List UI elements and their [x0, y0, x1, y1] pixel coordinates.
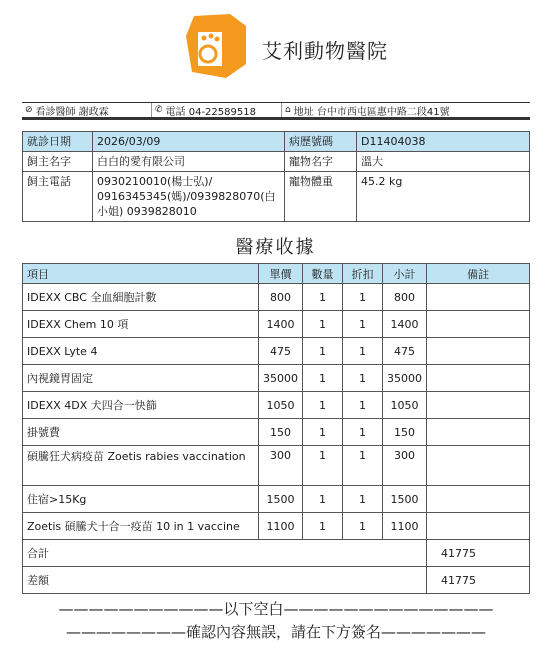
record-no-label: 病歷號碼 — [285, 132, 357, 152]
item-name: 住宿>15Kg — [23, 486, 259, 513]
paw-logo-icon — [186, 14, 248, 78]
receipt-title: 醫療收據 — [235, 237, 316, 258]
owner-name-label: 飼主名字 — [23, 152, 93, 172]
item-qty: 1 — [303, 446, 343, 486]
visit-date-label: 就診日期 — [23, 132, 93, 152]
col-price: 單價 — [259, 264, 303, 284]
item-qty: 1 — [303, 338, 343, 365]
owner-phone-label: 飼主電話 — [23, 172, 93, 222]
phone-cell — [152, 103, 282, 117]
pet-weight-label: 寵物體重 — [285, 172, 357, 222]
table-row — [23, 513, 530, 540]
owner-phone: 0930210010(楊士弘)/ 0916345345(媽)/0939828070(白小姐) 0939828010 — [93, 172, 285, 222]
table-row — [23, 311, 530, 338]
clinic-name: 艾利動物醫院 — [262, 39, 388, 63]
total-row — [23, 540, 530, 567]
record-no: D11404038 — [357, 132, 530, 152]
item-subtotal: 800 — [383, 284, 427, 311]
item-price: 300 — [259, 446, 303, 486]
blank-below-notice: ———————————以下空白—————————————— — [58, 600, 494, 618]
col-discount: 折扣 — [343, 264, 383, 284]
item-name: IDEXX Lyte 4 — [23, 338, 259, 365]
item-qty: 1 — [303, 284, 343, 311]
item-qty: 1 — [303, 419, 343, 446]
item-note — [427, 486, 530, 513]
table-row — [23, 392, 530, 419]
visit-date: 2026/03/09 — [93, 132, 285, 152]
item-note — [427, 392, 530, 419]
owner-name: 白白的愛有限公司 — [93, 152, 285, 172]
clinic-info-bar — [22, 102, 530, 120]
item-discount: 1 — [343, 338, 383, 365]
item-note — [427, 365, 530, 392]
item-subtotal: 1500 — [383, 486, 427, 513]
col-note: 備註 — [427, 264, 530, 284]
phone-icon: ✆ — [155, 104, 163, 115]
patient-row — [23, 132, 530, 152]
item-note — [427, 311, 530, 338]
item-discount: 1 — [343, 419, 383, 446]
pet-name: 溫大 — [357, 152, 530, 172]
item-name: IDEXX CBC 全血細胞計數 — [23, 284, 259, 311]
balance-label: 差額 — [23, 567, 427, 594]
item-note — [427, 513, 530, 540]
patient-row — [23, 152, 530, 172]
total-value: 41775 — [427, 540, 530, 567]
item-qty: 1 — [303, 392, 343, 419]
item-note — [427, 419, 530, 446]
table-row — [23, 486, 530, 513]
patient-row — [23, 172, 530, 222]
item-price: 1400 — [259, 311, 303, 338]
item-subtotal: 300 — [383, 446, 427, 486]
table-row — [23, 419, 530, 446]
item-name: Zoetis 碩騰犬十合一疫苗 10 in 1 vaccine — [23, 513, 259, 540]
item-qty: 1 — [303, 311, 343, 338]
item-qty: 1 — [303, 486, 343, 513]
item-price: 150 — [259, 419, 303, 446]
item-qty: 1 — [303, 513, 343, 540]
item-subtotal: 150 — [383, 419, 427, 446]
item-note — [427, 338, 530, 365]
table-row — [23, 338, 530, 365]
clinic-logo — [186, 14, 248, 78]
clinic-phone: 電話 04-22589518 — [165, 106, 256, 118]
item-price: 1050 — [259, 392, 303, 419]
patient-info-table — [22, 131, 530, 222]
item-subtotal: 35000 — [383, 365, 427, 392]
items-header-row — [23, 264, 530, 284]
item-subtotal: 1400 — [383, 311, 427, 338]
item-discount: 1 — [343, 486, 383, 513]
address-cell — [282, 103, 530, 117]
vet-cell — [22, 103, 152, 117]
vet-name: 看診醫師 謝政霖 — [35, 106, 109, 118]
col-subtotal: 小計 — [383, 264, 427, 284]
item-price: 1500 — [259, 486, 303, 513]
item-price: 35000 — [259, 365, 303, 392]
item-discount: 1 — [343, 513, 383, 540]
balance-row — [23, 567, 530, 594]
item-name: IDEXX 4DX 犬四合一快篩 — [23, 392, 259, 419]
item-discount: 1 — [343, 446, 383, 486]
pet-weight: 45.2 kg — [357, 172, 530, 222]
item-subtotal: 475 — [383, 338, 427, 365]
item-note — [427, 284, 530, 311]
table-row — [23, 446, 530, 486]
col-item: 項目 — [23, 264, 259, 284]
item-price: 475 — [259, 338, 303, 365]
item-name: IDEXX Chem 10 項 — [23, 311, 259, 338]
item-subtotal: 1100 — [383, 513, 427, 540]
item-qty: 1 — [303, 365, 343, 392]
total-label: 合計 — [23, 540, 427, 567]
table-row — [23, 365, 530, 392]
table-row — [23, 284, 530, 311]
item-name: 內視鏡胃固定 — [23, 365, 259, 392]
item-price: 1100 — [259, 513, 303, 540]
balance-value: 41775 — [427, 567, 530, 594]
item-price: 800 — [259, 284, 303, 311]
receipt-items-table — [22, 263, 530, 594]
pet-name-label: 寵物名字 — [285, 152, 357, 172]
clinic-address: 地址 台中市西屯區惠中路二段41號 — [293, 106, 450, 118]
stethoscope-icon: ⊘ — [25, 104, 33, 115]
item-discount: 1 — [343, 311, 383, 338]
col-qty: 數量 — [303, 264, 343, 284]
item-discount: 1 — [343, 284, 383, 311]
item-subtotal: 1050 — [383, 392, 427, 419]
item-discount: 1 — [343, 392, 383, 419]
home-icon: ⌂ — [285, 104, 291, 115]
signature-confirm-notice: ————————確認內容無誤，請在下方簽名——————— — [65, 623, 486, 641]
item-note — [427, 446, 530, 486]
item-discount: 1 — [343, 365, 383, 392]
item-name: 碩騰狂犬病疫苗 Zoetis rabies vaccination — [23, 446, 259, 486]
item-name: 掛號費 — [23, 419, 259, 446]
